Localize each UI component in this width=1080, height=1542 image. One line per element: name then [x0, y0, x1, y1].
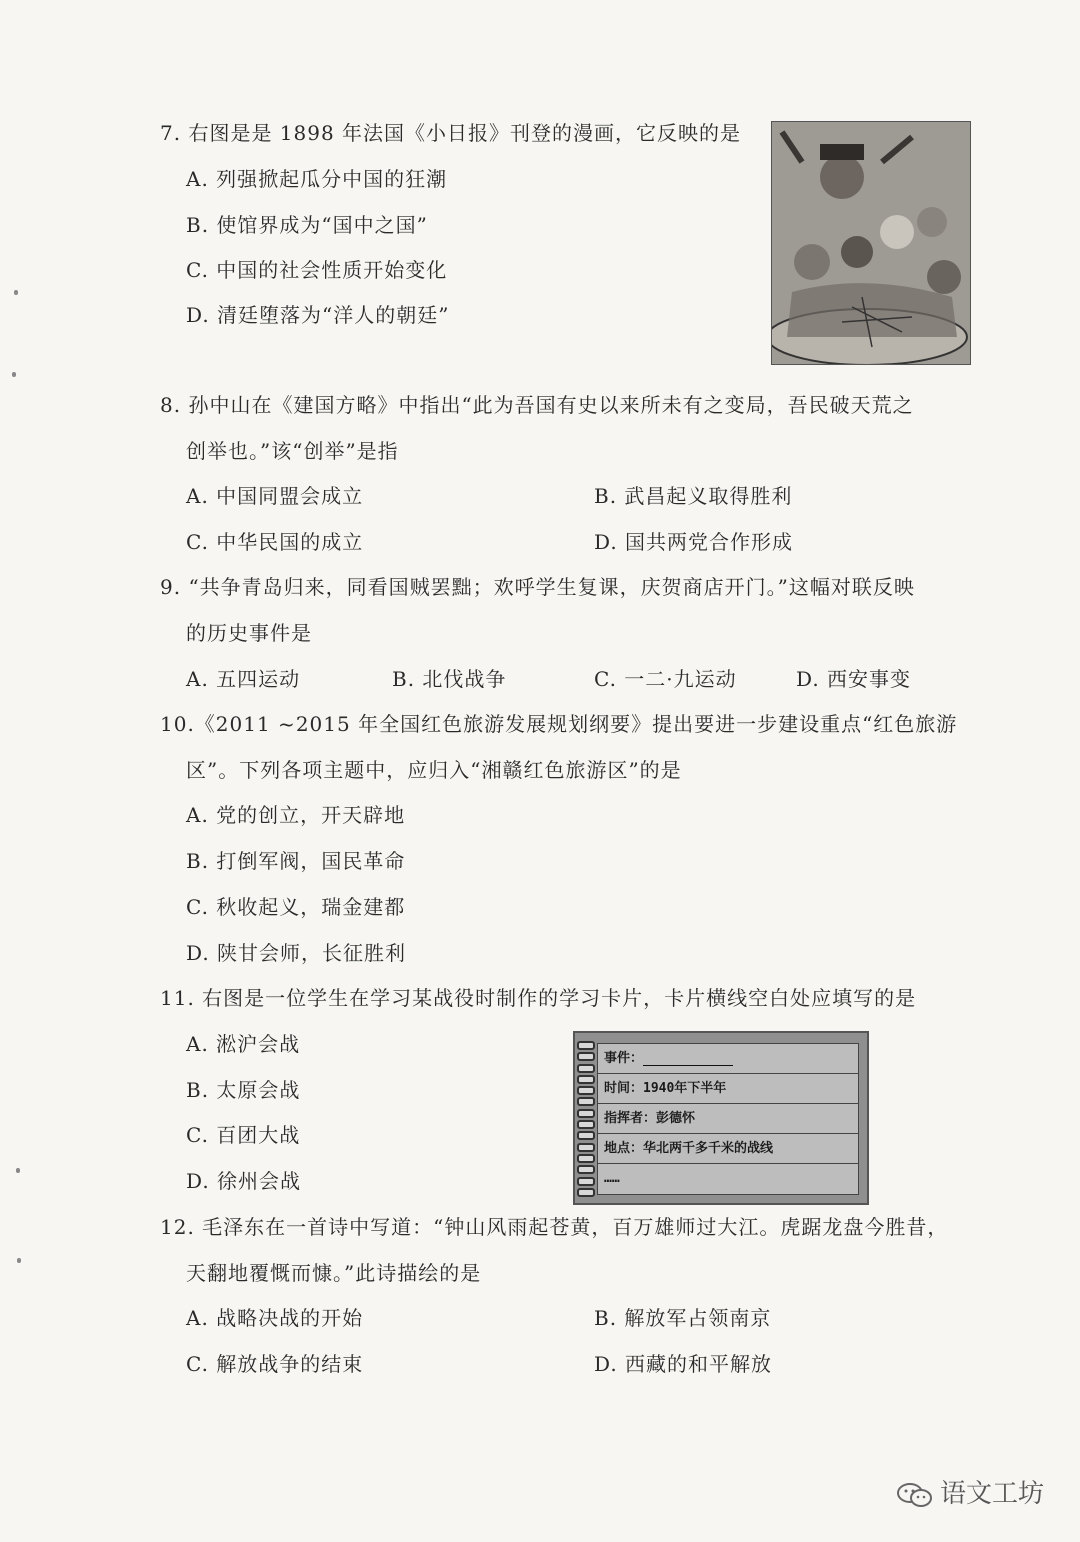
- q7-cartoon-image: [771, 121, 971, 365]
- scan-speck: [16, 1168, 20, 1173]
- card-body: [597, 1043, 859, 1195]
- q7-stem: 7. 右图是是 1898 年法国《小日报》刊登的漫画，它反映的是: [160, 121, 742, 145]
- q8-stem-line1: 8. 孙中山在《建国方略》中指出“此为吾国有史以来所未有之变局，吾民破天荒之: [160, 393, 914, 417]
- wechat-icon: [896, 1481, 934, 1509]
- q8-option-b: B. 武昌起义取得胜利: [594, 484, 793, 508]
- q7-option-d: D. 清廷堕落为“洋人的朝廷”: [186, 303, 450, 327]
- q9-option-c: C. 一二·九运动: [594, 667, 737, 691]
- q10-option-c: C. 秋收起义，瑞金建都: [186, 895, 406, 919]
- q8-stem-line2: 创举也。”该“创举”是指: [186, 439, 399, 463]
- card-event-label: 事件：: [604, 1051, 644, 1066]
- q12-stem-line1: 12. 毛泽东在一首诗中写道：“钟山风雨起苍黄，百万雄师过大江。虎踞龙盘今胜昔，: [160, 1215, 949, 1239]
- card-row-event: [598, 1044, 858, 1074]
- q8-option-d: D. 国共两党合作形成: [594, 530, 794, 554]
- q9-stem-line2: 的历史事件是: [186, 621, 312, 645]
- q12-option-d: D. 西藏的和平解放: [594, 1352, 773, 1376]
- q11-study-card: [573, 1031, 869, 1205]
- q11-option-d: D. 徐州会战: [186, 1169, 302, 1193]
- q11-option-c: C. 百团大战: [186, 1123, 301, 1147]
- q7-option-c: C. 中国的社会性质开始变化: [186, 258, 448, 282]
- q10-option-b: B. 打倒军阀，国民革命: [186, 849, 406, 873]
- q8-option-c: C. 中华民国的成立: [186, 530, 364, 554]
- card-row-commander: 指挥者：彭德怀: [598, 1104, 858, 1134]
- q8-option-a: A. 中国同盟会成立: [186, 484, 364, 508]
- q9-option-a: A. 五四运动: [186, 667, 301, 691]
- q11-option-a: A. 淞沪会战: [186, 1032, 301, 1056]
- card-event-blank: [643, 1051, 733, 1066]
- watermark-text: 语文工坊: [940, 1479, 1045, 1509]
- q9-option-d: D. 西安事变: [796, 667, 912, 691]
- q12-option-a: A. 战略决战的开始: [186, 1306, 364, 1330]
- q11-option-b: B. 太原会战: [186, 1078, 301, 1102]
- q10-stem-line1: 10.《2011 ~2015 年全国红色旅游发展规划纲要》提出要进一步建设重点“红色旅游: [160, 712, 958, 736]
- card-row-time: 时间：1940年下半年: [598, 1074, 858, 1104]
- card-row-ellipsis: ……: [604, 1171, 620, 1186]
- q10-option-a: A. 党的创立，开天辟地: [186, 803, 406, 827]
- cartoon-illustration: [772, 122, 970, 364]
- card-row-place: 地点：华北两千多千米的战线: [598, 1134, 858, 1164]
- q9-option-b: B. 北伐战争: [392, 667, 507, 691]
- q9-stem-line1: 9. “共争青岛归来，同看国贼罢黜；欢呼学生复课，庆贺商店开门。”这幅对联反映: [160, 575, 915, 599]
- q11-stem: 11. 右图是一位学生在学习某战役时制作的学习卡片，卡片横线空白处应填写的是: [160, 986, 917, 1010]
- q7-option-a: A. 列强掀起瓜分中国的狂潮: [186, 167, 448, 191]
- q12-stem-line2: 天翻地覆慨而慷。”此诗描绘的是: [186, 1261, 482, 1285]
- card-spiral-binding: [577, 1041, 593, 1197]
- q10-stem-line2: 区”。下列各项主题中，应归入“湘赣红色旅游区”的是: [186, 758, 682, 782]
- scan-speck: [17, 1258, 21, 1263]
- q7-option-b: B. 使馆界成为“国中之国”: [186, 213, 428, 237]
- q12-option-c: C. 解放战争的结束: [186, 1352, 364, 1376]
- scan-speck: [12, 372, 16, 377]
- q10-option-d: D. 陕甘会师，长征胜利: [186, 941, 407, 965]
- q12-option-b: B. 解放军占领南京: [594, 1306, 772, 1330]
- scan-speck: [14, 290, 18, 295]
